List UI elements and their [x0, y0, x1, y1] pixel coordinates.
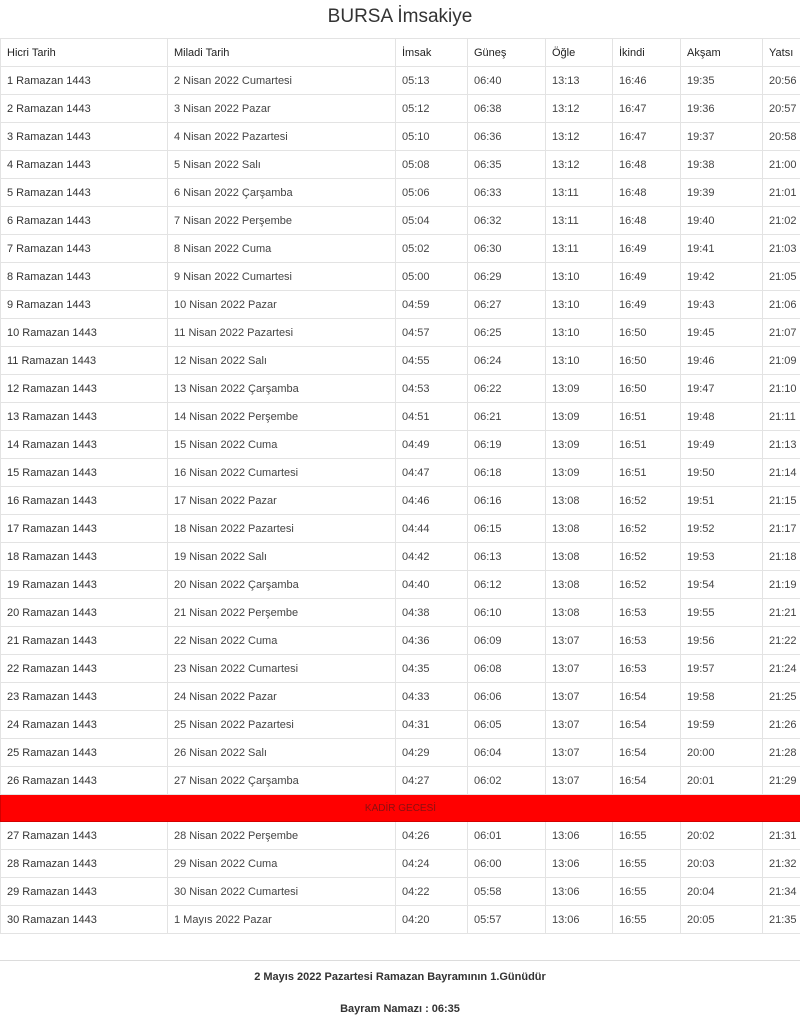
- cell-miladi-tarih: 25 Nisan 2022 Pazartesi: [168, 711, 396, 739]
- table-row: [1, 906, 800, 934]
- cell-yatsi: 21:26: [763, 711, 800, 739]
- cell-hicri-tarih: 21 Ramazan 1443: [1, 627, 168, 655]
- cell-yatsi: 21:22: [763, 627, 800, 655]
- cell-hicri-tarih: 23 Ramazan 1443: [1, 683, 168, 711]
- cell-imsak: 04:49: [396, 431, 468, 459]
- cell-miladi-tarih: 30 Nisan 2022 Cumartesi: [168, 878, 396, 906]
- cell-gunes: 06:05: [468, 711, 546, 739]
- cell-gunes: 06:12: [468, 571, 546, 599]
- cell-hicri-tarih: 19 Ramazan 1443: [1, 571, 168, 599]
- cell-yatsi: 21:15: [763, 487, 800, 515]
- cell-yatsi: 21:01: [763, 179, 800, 207]
- cell-ogle: 13:12: [546, 151, 613, 179]
- cell-miladi-tarih: 4 Nisan 2022 Pazartesi: [168, 123, 396, 151]
- cell-ogle: 13:06: [546, 906, 613, 934]
- cell-yatsi: 21:02: [763, 207, 800, 235]
- cell-aksam: 19:51: [681, 487, 763, 515]
- cell-ogle: 13:08: [546, 571, 613, 599]
- cell-imsak: 04:38: [396, 599, 468, 627]
- cell-gunes: 06:24: [468, 347, 546, 375]
- table-row: [1, 878, 800, 906]
- cell-miladi-tarih: 2 Nisan 2022 Cumartesi: [168, 67, 396, 95]
- cell-miladi-tarih: 17 Nisan 2022 Pazar: [168, 487, 396, 515]
- bayram-namazi: Bayram Namazı : 06:35: [340, 1003, 460, 1015]
- cell-hicri-tarih: 16 Ramazan 1443: [1, 487, 168, 515]
- cell-yatsi: 21:25: [763, 683, 800, 711]
- header-miladi-tarih: Miladi Tarih: [168, 39, 396, 67]
- cell-yatsi: 21:31: [763, 822, 800, 850]
- cell-ogle: 13:08: [546, 515, 613, 543]
- kadir-gecesi-row: [1, 795, 800, 822]
- cell-hicri-tarih: 30 Ramazan 1443: [1, 906, 168, 934]
- cell-hicri-tarih: 1 Ramazan 1443: [1, 67, 168, 95]
- imsakiye-table: [0, 38, 800, 934]
- cell-imsak: 05:10: [396, 123, 468, 151]
- cell-gunes: 06:30: [468, 235, 546, 263]
- cell-gunes: 06:02: [468, 767, 546, 795]
- cell-ogle: 13:08: [546, 599, 613, 627]
- cell-aksam: 19:41: [681, 235, 763, 263]
- cell-ogle: 13:10: [546, 347, 613, 375]
- cell-yatsi: 21:13: [763, 431, 800, 459]
- cell-miladi-tarih: 18 Nisan 2022 Pazartesi: [168, 515, 396, 543]
- cell-ogle: 13:06: [546, 822, 613, 850]
- cell-ikindi: 16:52: [613, 571, 681, 599]
- cell-hicri-tarih: 17 Ramazan 1443: [1, 515, 168, 543]
- cell-imsak: 05:00: [396, 263, 468, 291]
- cell-imsak: 04:22: [396, 878, 468, 906]
- cell-ikindi: 16:48: [613, 151, 681, 179]
- page-title: BURSA İmsakiye: [327, 6, 473, 27]
- cell-ikindi: 16:55: [613, 878, 681, 906]
- cell-yatsi: 21:29: [763, 767, 800, 795]
- cell-aksam: 19:38: [681, 151, 763, 179]
- cell-ogle: 13:10: [546, 291, 613, 319]
- cell-gunes: 06:04: [468, 739, 546, 767]
- cell-imsak: 05:12: [396, 95, 468, 123]
- header-ikindi: İkindi: [613, 39, 681, 67]
- cell-yatsi: 21:00: [763, 151, 800, 179]
- cell-hicri-tarih: 13 Ramazan 1443: [1, 403, 168, 431]
- cell-hicri-tarih: 4 Ramazan 1443: [1, 151, 168, 179]
- table-row: [1, 375, 800, 403]
- header-yatsi: Yatsı: [763, 39, 800, 67]
- cell-miladi-tarih: 14 Nisan 2022 Perşembe: [168, 403, 396, 431]
- table-row: [1, 179, 800, 207]
- cell-gunes: 06:27: [468, 291, 546, 319]
- cell-aksam: 19:58: [681, 683, 763, 711]
- cell-miladi-tarih: 19 Nisan 2022 Salı: [168, 543, 396, 571]
- cell-imsak: 04:57: [396, 319, 468, 347]
- cell-miladi-tarih: 7 Nisan 2022 Perşembe: [168, 207, 396, 235]
- cell-gunes: 06:35: [468, 151, 546, 179]
- cell-yatsi: 20:57: [763, 95, 800, 123]
- cell-gunes: 06:25: [468, 319, 546, 347]
- cell-imsak: 04:29: [396, 739, 468, 767]
- cell-ogle: 13:07: [546, 739, 613, 767]
- cell-aksam: 19:54: [681, 571, 763, 599]
- cell-aksam: 19:40: [681, 207, 763, 235]
- cell-imsak: 04:42: [396, 543, 468, 571]
- cell-aksam: 20:02: [681, 822, 763, 850]
- bayram-note: 2 Mayıs 2022 Pazartesi Ramazan Bayramının 1.Günüdür: [254, 971, 546, 983]
- table-row: [1, 67, 800, 95]
- cell-imsak: 04:26: [396, 822, 468, 850]
- table-row: [1, 95, 800, 123]
- table-body-after: [1, 822, 800, 934]
- cell-yatsi: 21:14: [763, 459, 800, 487]
- cell-aksam: 19:48: [681, 403, 763, 431]
- cell-ogle: 13:11: [546, 235, 613, 263]
- cell-ogle: 13:11: [546, 179, 613, 207]
- cell-hicri-tarih: 7 Ramazan 1443: [1, 235, 168, 263]
- cell-ikindi: 16:48: [613, 207, 681, 235]
- cell-imsak: 05:04: [396, 207, 468, 235]
- cell-aksam: 19:36: [681, 95, 763, 123]
- table-row: [1, 767, 800, 795]
- table-row: [1, 599, 800, 627]
- cell-ikindi: 16:49: [613, 263, 681, 291]
- cell-ikindi: 16:50: [613, 319, 681, 347]
- cell-ogle: 13:09: [546, 403, 613, 431]
- table-row: [1, 263, 800, 291]
- header-imsak: İmsak: [396, 39, 468, 67]
- table-row: [1, 655, 800, 683]
- cell-aksam: 19:45: [681, 319, 763, 347]
- cell-miladi-tarih: 5 Nisan 2022 Salı: [168, 151, 396, 179]
- cell-miladi-tarih: 10 Nisan 2022 Pazar: [168, 291, 396, 319]
- cell-aksam: 19:47: [681, 375, 763, 403]
- cell-miladi-tarih: 13 Nisan 2022 Çarşamba: [168, 375, 396, 403]
- header-ogle: Öğle: [546, 39, 613, 67]
- table-row: [1, 151, 800, 179]
- cell-hicri-tarih: 28 Ramazan 1443: [1, 850, 168, 878]
- cell-gunes: 06:32: [468, 207, 546, 235]
- divider: [0, 934, 800, 961]
- cell-gunes: 06:21: [468, 403, 546, 431]
- cell-hicri-tarih: 25 Ramazan 1443: [1, 739, 168, 767]
- cell-hicri-tarih: 14 Ramazan 1443: [1, 431, 168, 459]
- cell-aksam: 19:57: [681, 655, 763, 683]
- cell-hicri-tarih: 9 Ramazan 1443: [1, 291, 168, 319]
- cell-yatsi: 21:03: [763, 235, 800, 263]
- cell-ogle: 13:12: [546, 123, 613, 151]
- cell-imsak: 05:13: [396, 67, 468, 95]
- cell-ikindi: 16:46: [613, 67, 681, 95]
- cell-ikindi: 16:49: [613, 291, 681, 319]
- cell-imsak: 04:24: [396, 850, 468, 878]
- cell-ogle: 13:09: [546, 459, 613, 487]
- cell-aksam: 19:56: [681, 627, 763, 655]
- cell-gunes: 06:09: [468, 627, 546, 655]
- cell-aksam: 19:39: [681, 179, 763, 207]
- cell-imsak: 04:46: [396, 487, 468, 515]
- cell-gunes: 06:22: [468, 375, 546, 403]
- cell-ikindi: 16:54: [613, 683, 681, 711]
- table-header-row: [1, 39, 800, 67]
- cell-aksam: 19:46: [681, 347, 763, 375]
- table-row: [1, 319, 800, 347]
- table-row: [1, 123, 800, 151]
- cell-aksam: 19:35: [681, 67, 763, 95]
- cell-ogle: 13:07: [546, 683, 613, 711]
- cell-imsak: 04:51: [396, 403, 468, 431]
- table-row: [1, 850, 800, 878]
- cell-yatsi: 20:56: [763, 67, 800, 95]
- cell-ikindi: 16:54: [613, 767, 681, 795]
- cell-imsak: 04:59: [396, 291, 468, 319]
- cell-ikindi: 16:47: [613, 123, 681, 151]
- cell-ikindi: 16:55: [613, 906, 681, 934]
- cell-miladi-tarih: 1 Mayıs 2022 Pazar: [168, 906, 396, 934]
- cell-yatsi: 21:11: [763, 403, 800, 431]
- cell-yatsi: 21:10: [763, 375, 800, 403]
- cell-yatsi: 21:34: [763, 878, 800, 906]
- cell-gunes: 06:38: [468, 95, 546, 123]
- table-row: [1, 347, 800, 375]
- cell-gunes: 06:01: [468, 822, 546, 850]
- cell-imsak: 04:44: [396, 515, 468, 543]
- cell-yatsi: 21:06: [763, 291, 800, 319]
- cell-imsak: 04:47: [396, 459, 468, 487]
- cell-aksam: 19:42: [681, 263, 763, 291]
- header-aksam: Akşam: [681, 39, 763, 67]
- table-row: [1, 711, 800, 739]
- cell-miladi-tarih: 6 Nisan 2022 Çarşamba: [168, 179, 396, 207]
- cell-yatsi: 21:28: [763, 739, 800, 767]
- cell-miladi-tarih: 24 Nisan 2022 Pazar: [168, 683, 396, 711]
- cell-miladi-tarih: 21 Nisan 2022 Perşembe: [168, 599, 396, 627]
- cell-yatsi: 21:21: [763, 599, 800, 627]
- cell-imsak: 04:27: [396, 767, 468, 795]
- cell-yatsi: 21:17: [763, 515, 800, 543]
- header-hicri-tarih: Hicri Tarih: [1, 39, 168, 67]
- cell-miladi-tarih: 22 Nisan 2022 Cuma: [168, 627, 396, 655]
- cell-ogle: 13:07: [546, 655, 613, 683]
- cell-aksam: 19:55: [681, 599, 763, 627]
- cell-aksam: 19:52: [681, 515, 763, 543]
- cell-miladi-tarih: 26 Nisan 2022 Salı: [168, 739, 396, 767]
- table-row: [1, 822, 800, 850]
- cell-hicri-tarih: 11 Ramazan 1443: [1, 347, 168, 375]
- cell-miladi-tarih: 11 Nisan 2022 Pazartesi: [168, 319, 396, 347]
- cell-ogle: 13:10: [546, 263, 613, 291]
- cell-hicri-tarih: 6 Ramazan 1443: [1, 207, 168, 235]
- cell-aksam: 19:53: [681, 543, 763, 571]
- cell-hicri-tarih: 29 Ramazan 1443: [1, 878, 168, 906]
- cell-ikindi: 16:53: [613, 655, 681, 683]
- cell-ikindi: 16:55: [613, 822, 681, 850]
- cell-aksam: 19:49: [681, 431, 763, 459]
- cell-miladi-tarih: 20 Nisan 2022 Çarşamba: [168, 571, 396, 599]
- cell-imsak: 04:35: [396, 655, 468, 683]
- cell-gunes: 06:16: [468, 487, 546, 515]
- cell-imsak: 04:20: [396, 906, 468, 934]
- cell-imsak: 05:06: [396, 179, 468, 207]
- cell-ogle: 13:10: [546, 319, 613, 347]
- cell-gunes: 06:13: [468, 543, 546, 571]
- cell-ikindi: 16:49: [613, 235, 681, 263]
- cell-ikindi: 16:53: [613, 599, 681, 627]
- cell-ogle: 13:06: [546, 878, 613, 906]
- table-row: [1, 403, 800, 431]
- cell-gunes: 06:08: [468, 655, 546, 683]
- cell-imsak: 04:53: [396, 375, 468, 403]
- cell-ikindi: 16:51: [613, 431, 681, 459]
- cell-gunes: 06:19: [468, 431, 546, 459]
- cell-ikindi: 16:51: [613, 459, 681, 487]
- cell-hicri-tarih: 18 Ramazan 1443: [1, 543, 168, 571]
- cell-hicri-tarih: 3 Ramazan 1443: [1, 123, 168, 151]
- cell-hicri-tarih: 5 Ramazan 1443: [1, 179, 168, 207]
- cell-ogle: 13:06: [546, 850, 613, 878]
- cell-ikindi: 16:48: [613, 179, 681, 207]
- cell-ikindi: 16:54: [613, 739, 681, 767]
- cell-imsak: 04:55: [396, 347, 468, 375]
- table-body-before: [1, 67, 800, 795]
- table-row: [1, 571, 800, 599]
- cell-ogle: 13:08: [546, 487, 613, 515]
- cell-aksam: 20:03: [681, 850, 763, 878]
- kadir-gecesi-label: KADİR GECESİ: [1, 795, 800, 822]
- cell-gunes: 06:40: [468, 67, 546, 95]
- cell-imsak: 05:02: [396, 235, 468, 263]
- table-row: [1, 543, 800, 571]
- cell-miladi-tarih: 16 Nisan 2022 Cumartesi: [168, 459, 396, 487]
- cell-ikindi: 16:55: [613, 850, 681, 878]
- cell-ogle: 13:07: [546, 711, 613, 739]
- table-row: [1, 739, 800, 767]
- cell-yatsi: 21:05: [763, 263, 800, 291]
- table-row: [1, 627, 800, 655]
- cell-gunes: 06:00: [468, 850, 546, 878]
- cell-ikindi: 16:52: [613, 543, 681, 571]
- cell-aksam: 19:59: [681, 711, 763, 739]
- cell-hicri-tarih: 15 Ramazan 1443: [1, 459, 168, 487]
- cell-gunes: 05:57: [468, 906, 546, 934]
- cell-hicri-tarih: 10 Ramazan 1443: [1, 319, 168, 347]
- cell-ikindi: 16:50: [613, 375, 681, 403]
- cell-gunes: 05:58: [468, 878, 546, 906]
- cell-miladi-tarih: 9 Nisan 2022 Cumartesi: [168, 263, 396, 291]
- cell-ogle: 13:08: [546, 543, 613, 571]
- cell-imsak: 04:36: [396, 627, 468, 655]
- cell-gunes: 06:29: [468, 263, 546, 291]
- cell-miladi-tarih: 12 Nisan 2022 Salı: [168, 347, 396, 375]
- cell-hicri-tarih: 27 Ramazan 1443: [1, 822, 168, 850]
- cell-miladi-tarih: 29 Nisan 2022 Cuma: [168, 850, 396, 878]
- cell-imsak: 04:33: [396, 683, 468, 711]
- cell-gunes: 06:33: [468, 179, 546, 207]
- cell-hicri-tarih: 2 Ramazan 1443: [1, 95, 168, 123]
- cell-aksam: 20:04: [681, 878, 763, 906]
- cell-gunes: 06:18: [468, 459, 546, 487]
- cell-yatsi: 21:09: [763, 347, 800, 375]
- cell-hicri-tarih: 26 Ramazan 1443: [1, 767, 168, 795]
- cell-gunes: 06:10: [468, 599, 546, 627]
- cell-miladi-tarih: 28 Nisan 2022 Perşembe: [168, 822, 396, 850]
- cell-ogle: 13:09: [546, 431, 613, 459]
- cell-ikindi: 16:47: [613, 95, 681, 123]
- cell-aksam: 19:43: [681, 291, 763, 319]
- cell-aksam: 19:50: [681, 459, 763, 487]
- header-gunes: Güneş: [468, 39, 546, 67]
- cell-hicri-tarih: 24 Ramazan 1443: [1, 711, 168, 739]
- cell-gunes: 06:36: [468, 123, 546, 151]
- cell-miladi-tarih: 8 Nisan 2022 Cuma: [168, 235, 396, 263]
- table-row: [1, 487, 800, 515]
- cell-ogle: 13:11: [546, 207, 613, 235]
- cell-hicri-tarih: 22 Ramazan 1443: [1, 655, 168, 683]
- cell-yatsi: 21:07: [763, 319, 800, 347]
- cell-ikindi: 16:53: [613, 627, 681, 655]
- cell-hicri-tarih: 20 Ramazan 1443: [1, 599, 168, 627]
- cell-imsak: 04:40: [396, 571, 468, 599]
- cell-hicri-tarih: 12 Ramazan 1443: [1, 375, 168, 403]
- cell-ogle: 13:07: [546, 627, 613, 655]
- cell-ikindi: 16:52: [613, 487, 681, 515]
- special-row-body: [1, 795, 800, 822]
- cell-aksam: 19:37: [681, 123, 763, 151]
- cell-gunes: 06:15: [468, 515, 546, 543]
- cell-miladi-tarih: 27 Nisan 2022 Çarşamba: [168, 767, 396, 795]
- cell-yatsi: 20:58: [763, 123, 800, 151]
- cell-ikindi: 16:50: [613, 347, 681, 375]
- cell-yatsi: 21:18: [763, 543, 800, 571]
- cell-imsak: 05:08: [396, 151, 468, 179]
- cell-ogle: 13:07: [546, 767, 613, 795]
- cell-ogle: 13:13: [546, 67, 613, 95]
- cell-yatsi: 21:24: [763, 655, 800, 683]
- table-row: [1, 683, 800, 711]
- cell-ogle: 13:09: [546, 375, 613, 403]
- cell-ogle: 13:12: [546, 95, 613, 123]
- cell-miladi-tarih: 15 Nisan 2022 Cuma: [168, 431, 396, 459]
- cell-yatsi: 21:19: [763, 571, 800, 599]
- table-row: [1, 431, 800, 459]
- table-row: [1, 459, 800, 487]
- cell-yatsi: 21:35: [763, 906, 800, 934]
- cell-miladi-tarih: 23 Nisan 2022 Cumartesi: [168, 655, 396, 683]
- table-row: [1, 515, 800, 543]
- cell-yatsi: 21:32: [763, 850, 800, 878]
- cell-gunes: 06:06: [468, 683, 546, 711]
- cell-hicri-tarih: 8 Ramazan 1443: [1, 263, 168, 291]
- table-row: [1, 207, 800, 235]
- cell-imsak: 04:31: [396, 711, 468, 739]
- cell-aksam: 20:05: [681, 906, 763, 934]
- cell-ikindi: 16:54: [613, 711, 681, 739]
- cell-ikindi: 16:52: [613, 515, 681, 543]
- cell-miladi-tarih: 3 Nisan 2022 Pazar: [168, 95, 396, 123]
- cell-aksam: 20:00: [681, 739, 763, 767]
- cell-aksam: 20:01: [681, 767, 763, 795]
- cell-ikindi: 16:51: [613, 403, 681, 431]
- table-row: [1, 291, 800, 319]
- table-row: [1, 235, 800, 263]
